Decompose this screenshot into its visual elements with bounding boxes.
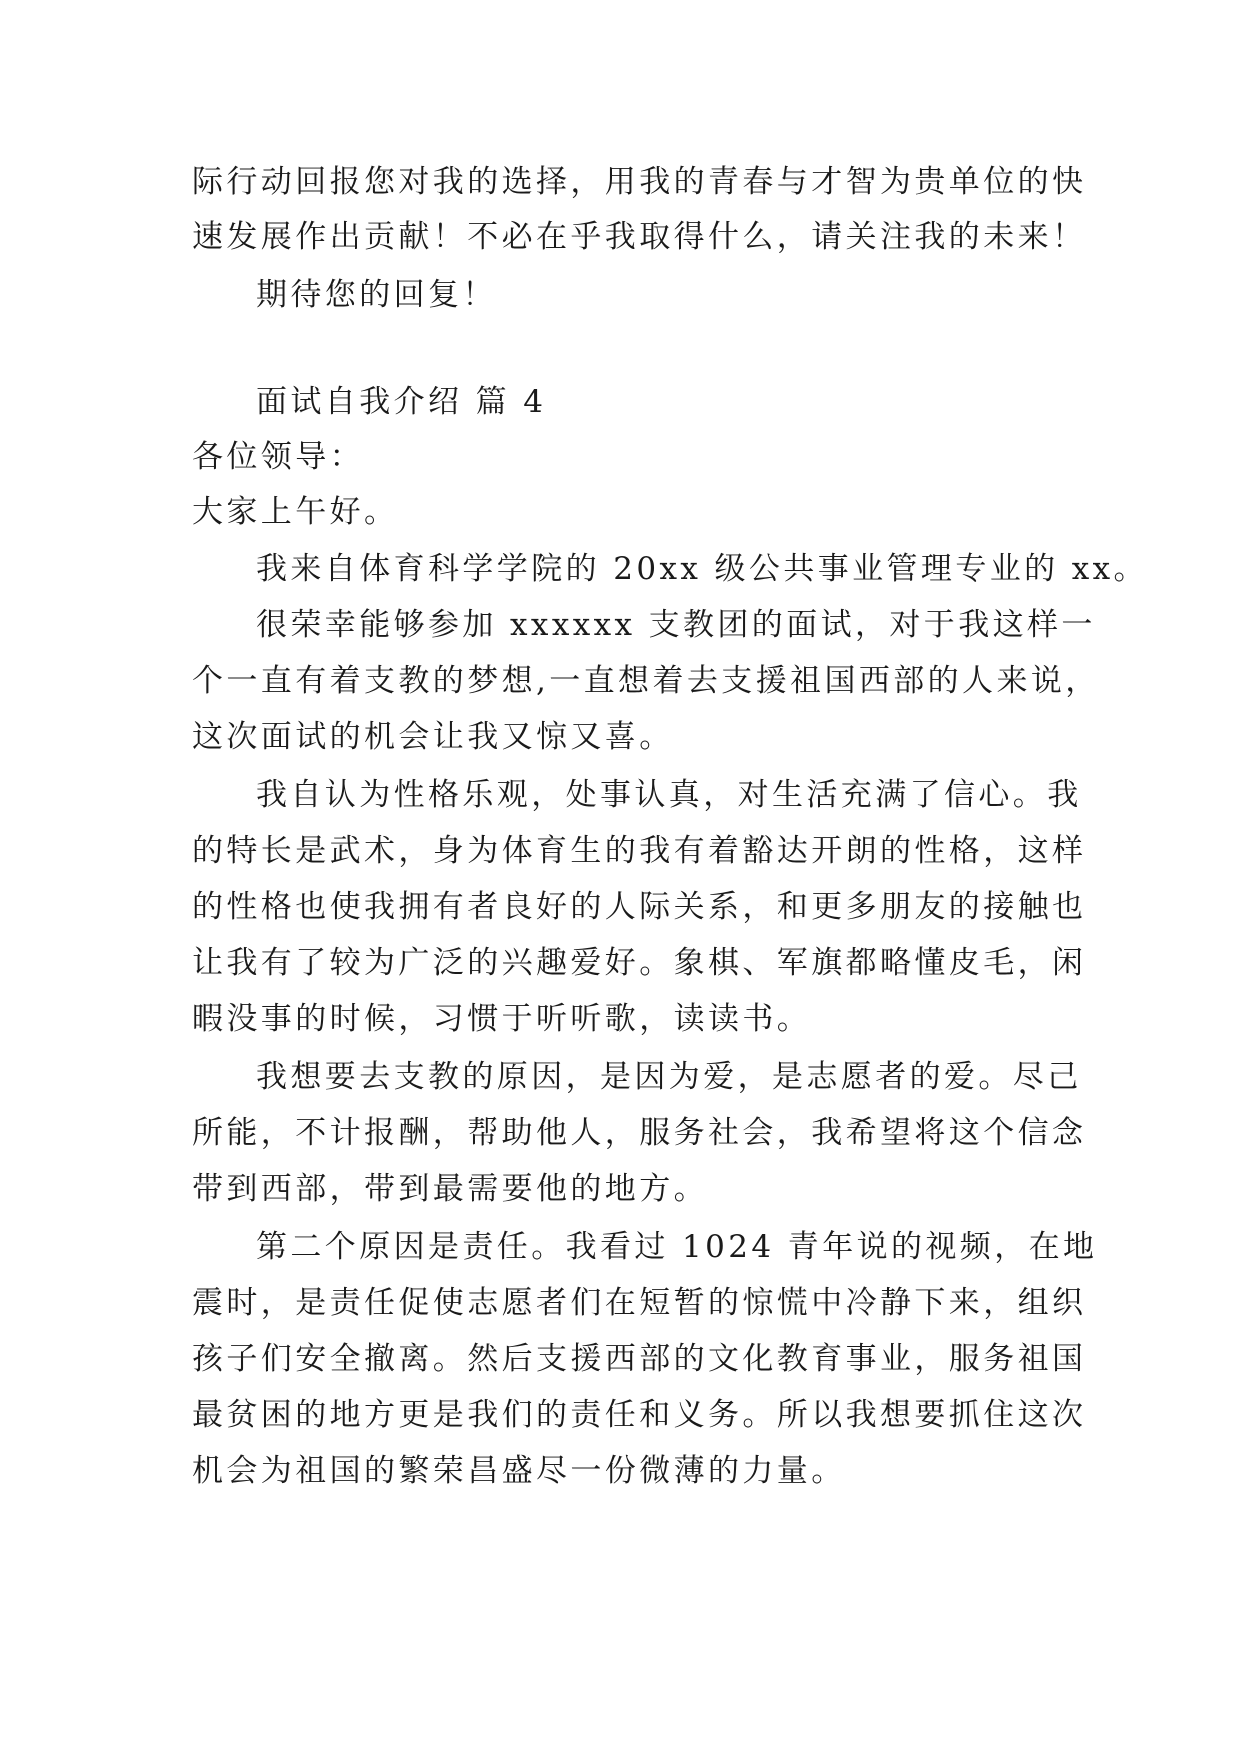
paragraph-line: 速发展作出贡献！不必在乎我取得什么，请关注我的未来！ xyxy=(192,219,1087,255)
paragraph-line: 让我有了较为广泛的兴趣爱好。象棋、军旗都略懂皮毛，闲 xyxy=(192,945,1087,981)
salutation: 各位领导： xyxy=(192,439,364,475)
paragraph-line: 我自认为性格乐观，处事认真，对生活充满了信心。我 xyxy=(256,777,1082,813)
paragraph-line: 震时，是责任促使志愿者们在短暂的惊慌中冷静下来，组织 xyxy=(192,1285,1087,1321)
paragraph-line: 这次面试的机会让我又惊又喜。 xyxy=(192,719,674,755)
paragraph-line: 孩子们安全撤离。然后支援西部的文化教育事业，服务祖国 xyxy=(192,1341,1087,1377)
paragraph-line: 所能，不计报酬，帮助他人，服务社会，我希望将这个信念 xyxy=(192,1115,1087,1151)
paragraph-line: 我来自体育科学学院的 20xx 级公共事业管理专业的 xx。 xyxy=(256,551,1148,587)
paragraph-line: 际行动回报您对我的选择，用我的青春与才智为贵单位的快 xyxy=(192,164,1087,200)
paragraph-line: 的性格也使我拥有者良好的人际关系，和更多朋友的接触也 xyxy=(192,889,1087,925)
paragraph-line: 个一直有着支教的梦想,一直想着去支援祖国西部的人来说， xyxy=(192,663,1100,699)
paragraph-line: 我想要去支教的原因，是因为爱，是志愿者的爱。尽己 xyxy=(256,1059,1082,1095)
paragraph-line: 最贫困的地方更是我们的责任和义务。所以我想要抓住这次 xyxy=(192,1397,1087,1433)
section-heading: 面试自我介绍 篇 4 xyxy=(256,384,547,420)
closing-line: 期待您的回复！ xyxy=(256,277,497,313)
paragraph-line: 暇没事的时候，习惯于听听歌，读读书。 xyxy=(192,1001,812,1037)
greeting: 大家上午好。 xyxy=(192,494,399,530)
paragraph-line: 带到西部，带到最需要他的地方。 xyxy=(192,1171,708,1207)
paragraph-line: 的特长是武术，身为体育生的我有着豁达开朗的性格，这样 xyxy=(192,833,1087,869)
paragraph-line: 很荣幸能够参加 xxxxxx 支教团的面试，对于我这样一 xyxy=(256,607,1096,643)
paragraph-line: 第二个原因是责任。我看过 1024 青年说的视频，在地 xyxy=(256,1229,1098,1265)
paragraph-line: 机会为祖国的繁荣昌盛尽一份微薄的力量。 xyxy=(192,1453,846,1489)
